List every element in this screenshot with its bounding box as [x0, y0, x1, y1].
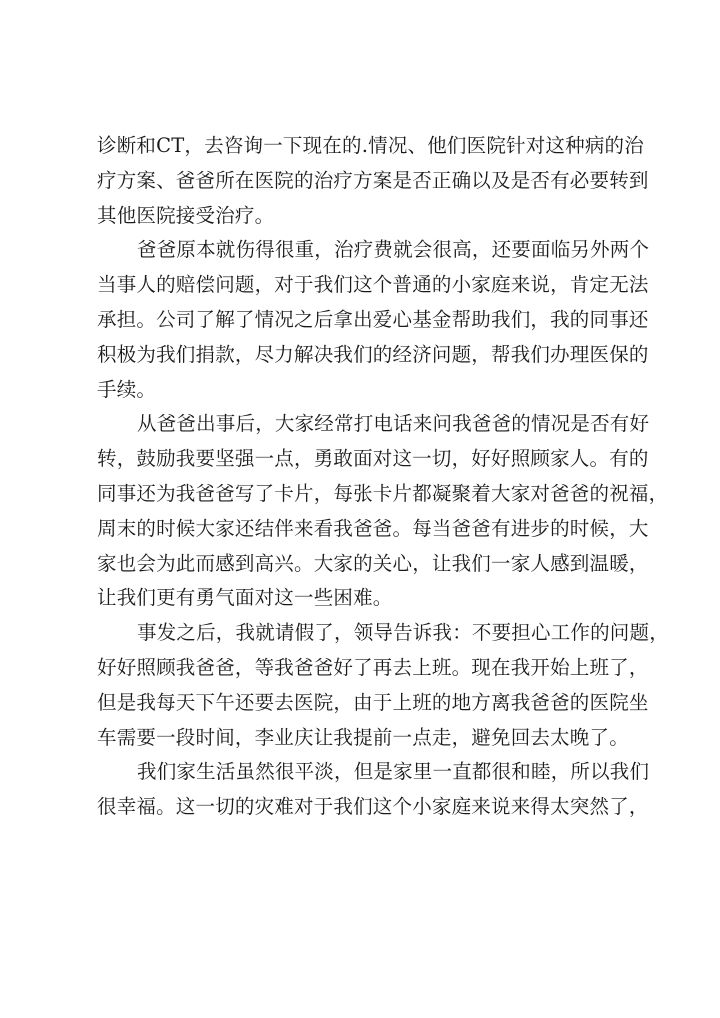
text-line: 爸爸原本就伤得很重，治疗费就会很高，还要面临另外两个	[137, 238, 650, 262]
text-line: 车需要一段时间，李业庆让我提前一点走，避免回去太晚了。	[97, 725, 629, 749]
text-line: 积极为我们捐款，尽力解决我们的经济问题，帮我们办理医保的	[97, 342, 649, 366]
text-line: 其他医院接受治疗。	[97, 203, 275, 227]
text-line: 当事人的赔偿问题，对于我们这个普通的小家庭来说，肯定无法	[97, 273, 649, 297]
text-line: 承担。公司了解了情况之后拿出爱心基金帮助我们，我的同事还	[97, 307, 649, 331]
text-line: 我们家生活虽然很平淡，但是家里一直都很和睦，所以我们	[137, 760, 650, 784]
text-line: 事发之后，我就请假了，领导告诉我：不要担心工作的问题，	[137, 621, 669, 645]
text-line: 手续。	[97, 377, 157, 401]
text-line: 好好照顾我爸爸，等我爸爸好了再去上班。现在我开始上班了，	[97, 655, 649, 679]
text-line: 但是我每天下午还要去医院，由于上班的地方离我爸爸的医院坐	[97, 690, 649, 714]
text-line: 从爸爸出事后，大家经常打电话来问我爸爸的情况是否有好	[137, 412, 650, 436]
text-line: 周末的时候大家还结伴来看我爸爸。每当爸爸有进步的时候，大	[97, 516, 649, 540]
text-line: 同事还为我爸爸写了卡片，每张卡片都凝聚着大家对爸爸的祝福，	[97, 481, 669, 505]
text-line: 让我们更有勇气面对这一些困难。	[97, 586, 393, 610]
body-text	[97, 129, 669, 825]
text-line: 疗方案、爸爸所在医院的治疗方案是否正确以及是否有必要转到	[97, 168, 649, 192]
text-line: 转，鼓励我要坚强一点，勇敢面对这一切，好好照顾家人。有的	[97, 447, 649, 471]
text-line: 很幸福。这一切的灾难对于我们这个小家庭来说来得太突然了，	[97, 795, 649, 819]
text-line: 家也会为此而感到高兴。大家的关心，让我们一家人感到温暖，	[97, 551, 649, 575]
text-line: 诊断和CT，去咨询一下现在的.情况、他们医院针对这种病的治	[97, 134, 644, 157]
